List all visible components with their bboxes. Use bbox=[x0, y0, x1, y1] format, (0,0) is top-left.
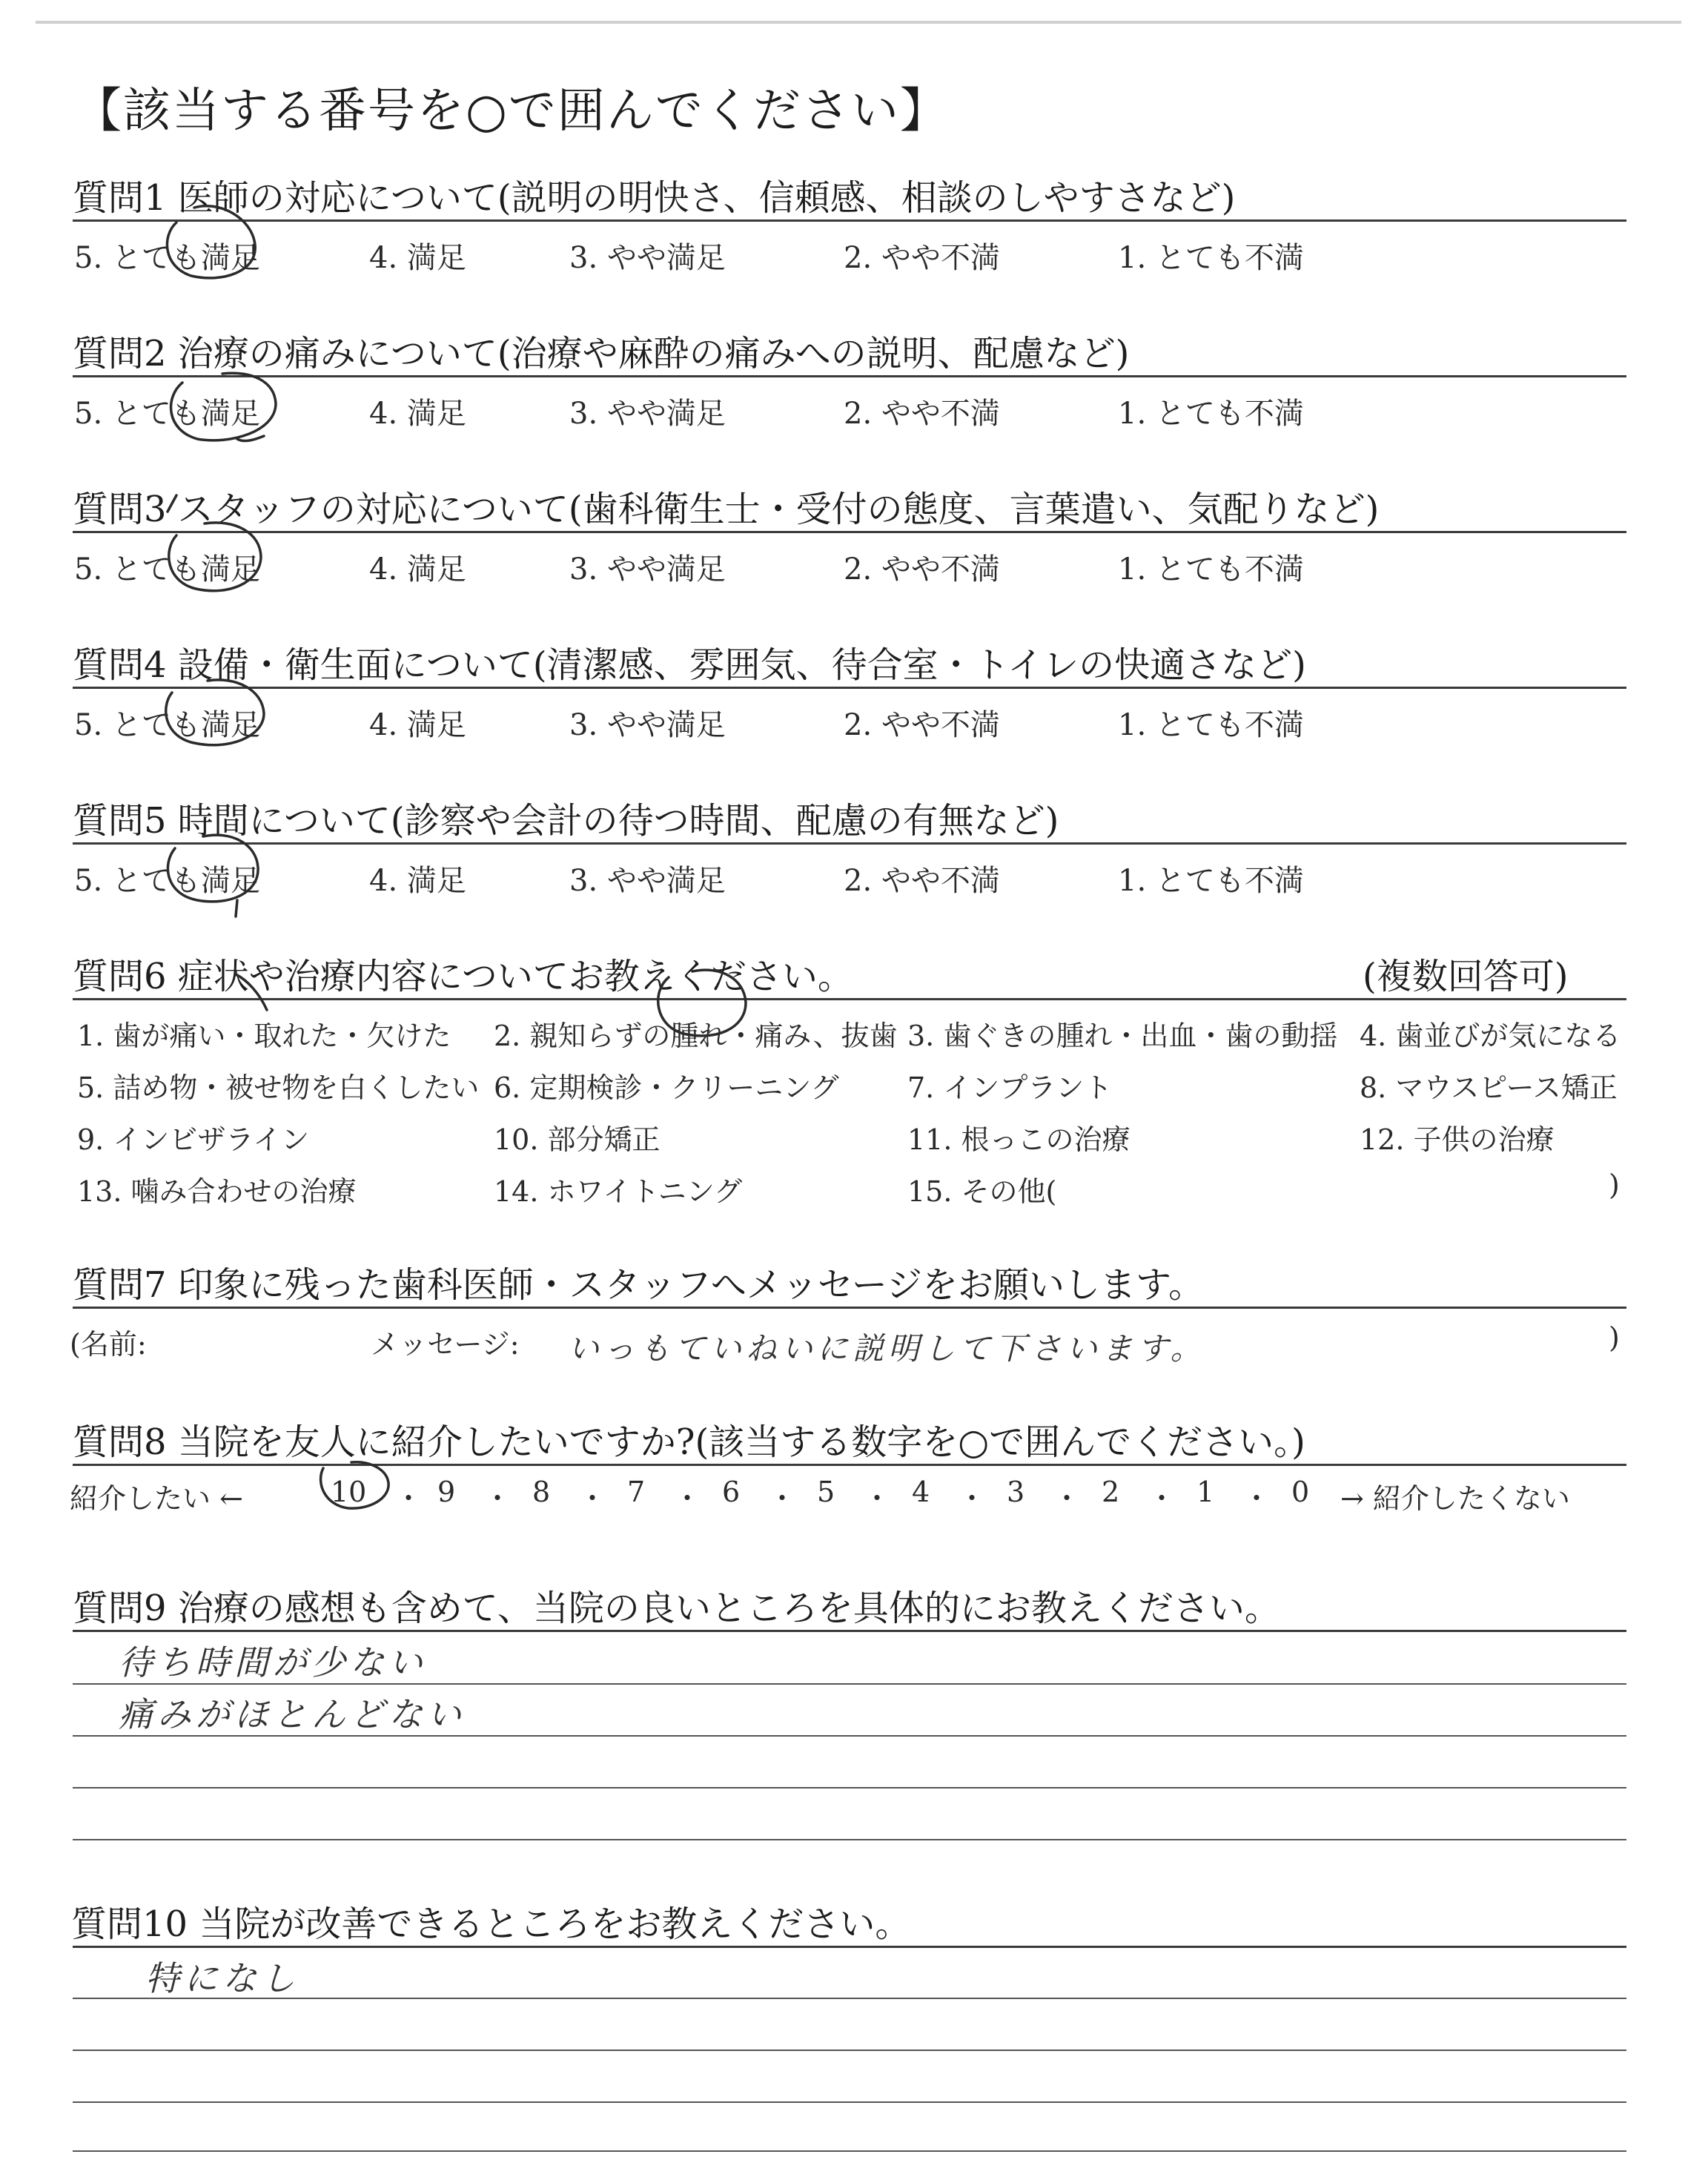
q5-selection-circle bbox=[168, 835, 258, 916]
q6-item-4[interactable]: 4. 歯並びが気になる bbox=[1360, 1020, 1621, 1052]
q8-score-5[interactable]: 5 bbox=[817, 1476, 835, 1508]
q8-score-1[interactable]: 1 bbox=[1196, 1476, 1215, 1508]
q10-answer-handwriting[interactable]: 特になし bbox=[145, 1958, 299, 1998]
q5-option-3[interactable]: 3. やや満足 bbox=[569, 864, 726, 898]
q8-dot-separator: ・ bbox=[1242, 1482, 1271, 1515]
q8-dot-separator: ・ bbox=[483, 1482, 512, 1515]
q2-option-2[interactable]: 2. やや不満 bbox=[844, 397, 1000, 431]
q1-option-4[interactable]: 4. 満足 bbox=[369, 241, 466, 275]
q6-item-8[interactable]: 8. マウスピース矯正 bbox=[1360, 1071, 1618, 1104]
q3-option-5[interactable]: 5. とても満足 bbox=[74, 552, 260, 587]
q8-dot-separator: ・ bbox=[1148, 1482, 1176, 1515]
q8-score-2[interactable]: 2 bbox=[1102, 1476, 1120, 1508]
page-heading: 【該当する番号を○で囲んでください】 bbox=[74, 84, 949, 139]
q6-item-1[interactable]: 1. 歯が痛い・取れた・欠けた bbox=[77, 1020, 451, 1052]
q6-item-3[interactable]: 3. 歯ぐきの腫れ・出血・歯の動揺 bbox=[907, 1020, 1338, 1052]
q9-answer-handwriting-2[interactable]: 痛みがほとんどない bbox=[119, 1694, 466, 1734]
q5-option-2[interactable]: 2. やや不満 bbox=[844, 864, 1000, 898]
q8-dot-separator: ・ bbox=[863, 1482, 892, 1515]
q8-score-3[interactable]: 3 bbox=[1007, 1476, 1025, 1508]
q3-option-1[interactable]: 1. とても不満 bbox=[1118, 552, 1304, 587]
q6-item-13[interactable]: 13. 噛み合わせの治療 bbox=[77, 1175, 357, 1208]
q6-stroke-mark bbox=[236, 974, 267, 1010]
q8-score-8[interactable]: 8 bbox=[532, 1476, 551, 1508]
q4-option-3[interactable]: 3. やや満足 bbox=[569, 708, 726, 742]
q1-option-5[interactable]: 5. とても満足 bbox=[74, 241, 260, 275]
q8-score-9[interactable]: 9 bbox=[437, 1476, 456, 1508]
q7-name-label: (名前: bbox=[70, 1328, 147, 1361]
q8-score-10[interactable]: 10 bbox=[331, 1476, 367, 1508]
q4-option-5[interactable]: 5. とても満足 bbox=[74, 708, 260, 742]
q2-option-4[interactable]: 4. 満足 bbox=[369, 397, 466, 431]
q6-item-7[interactable]: 7. インプラント bbox=[907, 1071, 1113, 1104]
q9-title: 質問9 治療の感想も含めて、当院の良いところを具体的にお教えください。 bbox=[73, 1588, 1280, 1629]
q9-answer-handwriting-1[interactable]: 待ち時間が少ない bbox=[119, 1642, 427, 1682]
q10-title: 質問10 当院が改善できるところをお教えください。 bbox=[71, 1903, 911, 1945]
q6-item-14[interactable]: 14. ホワイトニング bbox=[494, 1175, 743, 1208]
q5-title: 質問5 時間について(診察や会計の待つ時間、配慮の有無など) bbox=[73, 800, 1059, 842]
q3-option-2[interactable]: 2. やや不満 bbox=[844, 552, 1000, 587]
q8-score-6[interactable]: 6 bbox=[722, 1476, 741, 1508]
q5-option-5[interactable]: 5. とても満足 bbox=[74, 864, 260, 898]
q1-title: 質問1 医師の対応について(説明の明快さ、信頼感、相談のしやすさなど) bbox=[73, 177, 1236, 219]
q2-option-5[interactable]: 5. とても満足 bbox=[74, 397, 260, 431]
q3-selection-circle bbox=[168, 495, 261, 591]
q6-item-6[interactable]: 6. 定期検診・クリーニング bbox=[494, 1071, 839, 1104]
q3-option-3[interactable]: 3. やや満足 bbox=[569, 552, 726, 587]
q6-item-10[interactable]: 10. 部分矯正 bbox=[494, 1123, 661, 1156]
q5-option-1[interactable]: 1. とても不満 bbox=[1118, 864, 1304, 898]
q6-note: (複数回答可) bbox=[1363, 956, 1569, 997]
q8-dot-separator: ・ bbox=[673, 1482, 702, 1515]
q2-selection-circle bbox=[171, 373, 276, 440]
q3-option-4[interactable]: 4. 満足 bbox=[369, 552, 466, 587]
q6-item-15-close: ) bbox=[1609, 1169, 1620, 1201]
q6-title: 質問6 症状や治療内容についてお教えください。 bbox=[73, 956, 853, 997]
q3-title: 質問3 スタッフの対応について(歯科衛生士・受付の態度、言葉遣い、気配りなど) bbox=[73, 489, 1380, 530]
q6-selection-circle bbox=[658, 970, 746, 1036]
q8-dot-separator: ・ bbox=[958, 1482, 987, 1515]
q6-item-11[interactable]: 11. 根っこの治療 bbox=[907, 1123, 1131, 1156]
q1-option-3[interactable]: 3. やや満足 bbox=[569, 241, 726, 275]
q5-option-4[interactable]: 4. 満足 bbox=[369, 864, 466, 898]
q4-option-4[interactable]: 4. 満足 bbox=[369, 708, 466, 742]
q8-left-label: 紹介したい ← bbox=[70, 1482, 243, 1515]
q1-option-2[interactable]: 2. やや不満 bbox=[844, 241, 1000, 275]
q7-message-label: メッセージ: bbox=[371, 1328, 520, 1361]
q8-score-7[interactable]: 7 bbox=[627, 1476, 646, 1508]
q1-option-1[interactable]: 1. とても不満 bbox=[1118, 241, 1304, 275]
q2-option-1[interactable]: 1. とても不満 bbox=[1118, 397, 1304, 431]
q7-message-handwriting[interactable]: いっもていねいに説明して下さいます。 bbox=[568, 1330, 1206, 1367]
q6-item-9[interactable]: 9. インビザライン bbox=[77, 1123, 310, 1156]
q8-dot-separator: ・ bbox=[578, 1482, 607, 1515]
q8-score-4[interactable]: 4 bbox=[912, 1476, 930, 1508]
q6-item-12[interactable]: 12. 子供の治療 bbox=[1360, 1123, 1555, 1156]
q4-option-2[interactable]: 2. やや不満 bbox=[844, 708, 1000, 742]
q8-score-0[interactable]: 0 bbox=[1291, 1476, 1310, 1508]
q8-right-label: → 紹介したくない bbox=[1340, 1482, 1570, 1515]
q8-dot-separator: ・ bbox=[768, 1482, 797, 1515]
q8-selection-circle bbox=[321, 1462, 389, 1508]
q7-title: 質問7 印象に残った歯科医師・スタッフへメッセージをお願いします。 bbox=[73, 1264, 1205, 1306]
q4-title: 質問4 設備・衛生面について(清潔感、雰囲気、待合室・トイレの快適さなど) bbox=[73, 644, 1306, 686]
q8-dot-separator: ・ bbox=[394, 1482, 423, 1515]
q8-title: 質問8 当院を友人に紹介したいですか?(該当する数字を○で囲んでください。) bbox=[73, 1421, 1305, 1463]
q6-item-15[interactable]: 15. その他( bbox=[907, 1175, 1057, 1208]
q6-item-5[interactable]: 5. 詰め物・被せ物を白くしたい bbox=[77, 1071, 480, 1104]
q7-close: ) bbox=[1609, 1321, 1620, 1354]
q2-option-3[interactable]: 3. やや満足 bbox=[569, 397, 726, 431]
q4-selection-circle bbox=[166, 680, 264, 745]
q8-dot-separator: ・ bbox=[1053, 1482, 1082, 1515]
q1-selection-circle bbox=[167, 206, 255, 278]
q2-title: 質問2 治療の痛みについて(治療や麻酔の痛みへの説明、配慮など) bbox=[73, 333, 1130, 374]
q4-option-1[interactable]: 1. とても不満 bbox=[1118, 708, 1304, 742]
q6-item-2[interactable]: 2. 親知らずの腫れ・痛み、抜歯 bbox=[494, 1020, 898, 1052]
